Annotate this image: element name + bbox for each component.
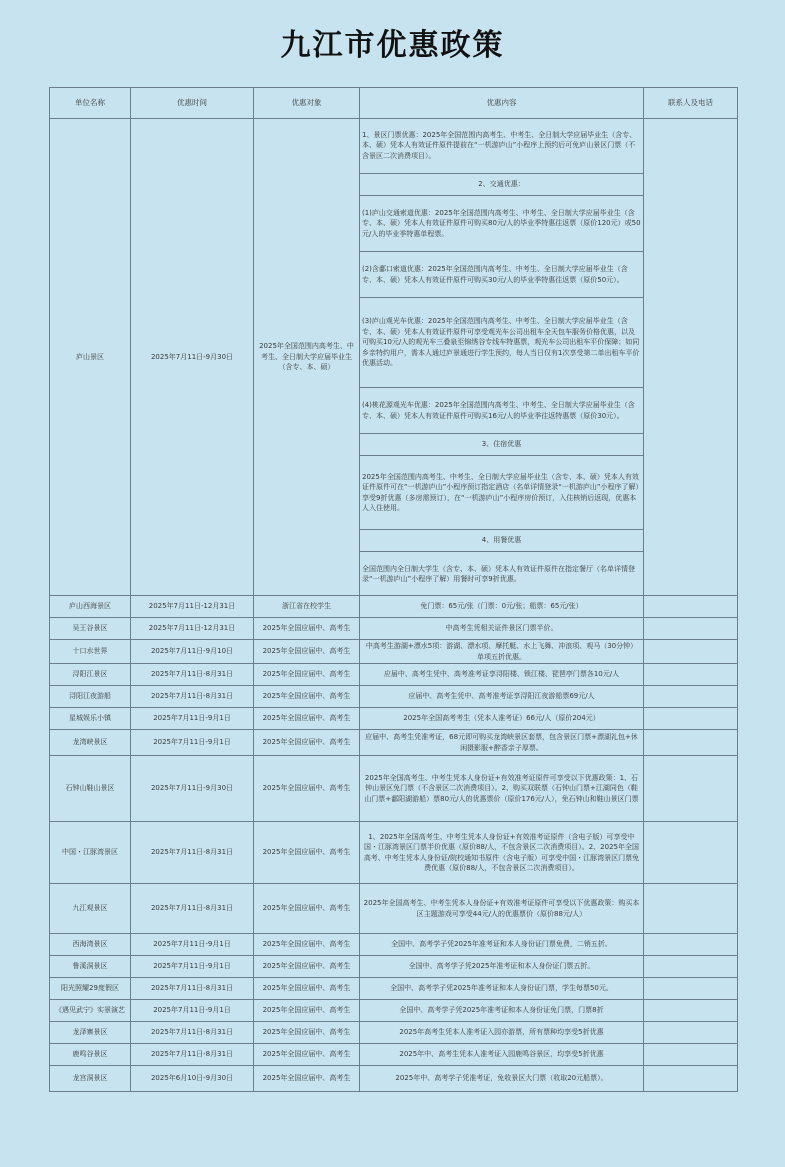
contact-cell (644, 956, 738, 978)
header-row (50, 88, 738, 119)
target-cell: 2025年全国应届中、高考生 (254, 1000, 360, 1022)
content-cell: 2025年全国高考考生（凭本人准考证）66元/人（原价204元） (360, 708, 644, 730)
content-cell: 2025年中、高考生凭本人准考证入园鹿鸣谷景区，均享受5折优惠 (360, 1044, 644, 1066)
target-cell: 2025年全国应届中、高考生 (254, 756, 360, 822)
table-row (50, 640, 738, 664)
table-row (50, 686, 738, 708)
target-cell: 浙江省在校学生 (254, 596, 360, 618)
content-cell: 全国中、高考学子凭2025年准考证和本人身份证门票五折。 (360, 956, 644, 978)
time-cell: 2025年7月11日-8月31日 (131, 1022, 254, 1044)
table-row (50, 664, 738, 686)
contact-cell (644, 708, 738, 730)
time-cell: 2025年7月11日-12月31日 (131, 596, 254, 618)
time-cell: 2025年7月11日-9月30日 (131, 119, 254, 596)
time-cell: 2025年7月11日-9月1日 (131, 730, 254, 756)
content-cell: 中高考生游湖+漂水5项：游湖、漂水项、摩托艇、水上飞舞、冲浪项、观马（30分钟）单项五折优惠。 (360, 640, 644, 664)
contact-cell (644, 640, 738, 664)
unit-cell: 星城娱乐小镇 (50, 708, 131, 730)
content-cell: 应届中、高考生凭准考证，68元即可购买龙湾峡景区套票，包含景区门票+漂湖礼包+休闲摄影服+醉香亲子厚票。 (360, 730, 644, 756)
contact-cell (644, 978, 738, 1000)
contact-cell (644, 756, 738, 822)
table-row (50, 884, 738, 934)
contact-cell (644, 1066, 738, 1092)
target-cell: 2025年全国应届中、高考生 (254, 884, 360, 934)
unit-cell: 庐山景区 (50, 119, 131, 596)
contact-cell (644, 884, 738, 934)
table-row (50, 1044, 738, 1066)
table-row (50, 730, 738, 756)
header-unit: 单位名称 (50, 88, 131, 119)
time-cell: 2025年7月11日-9月1日 (131, 708, 254, 730)
table-row (50, 978, 738, 1000)
unit-cell: 九江观景区 (50, 884, 131, 934)
unit-cell: 鹿鸣谷景区 (50, 1044, 131, 1066)
target-cell: 2025年全国应届中、高考生 (254, 664, 360, 686)
target-cell: 2025年全国应届中、高考生 (254, 934, 360, 956)
target-cell: 2025年全国范围内高考生、中考生、全日制大学应届毕业生（含专、本、硕） (254, 119, 360, 596)
target-cell: 2025年全国应届中、高考生 (254, 1022, 360, 1044)
unit-cell: 十口水世界 (50, 640, 131, 664)
target-cell: 2025年全国应届中、高考生 (254, 956, 360, 978)
contact-cell (644, 730, 738, 756)
target-cell: 2025年全国应届中、高考生 (254, 730, 360, 756)
time-cell: 2025年7月11日-8月31日 (131, 664, 254, 686)
lushan-part: (4)桃花源观光车优惠：2025年全国范围内高考生、中考生、全日制大学应届毕业生（含专、本、硕）凭本人有效证件原件可购买16元/人的毕业季往返特惠票（原价30元）。 (362, 401, 635, 420)
contact-cell (644, 1044, 738, 1066)
target-cell: 2025年全国应届中、高考生 (254, 708, 360, 730)
lushan-content (360, 119, 644, 596)
unit-cell: 浔阳江景区 (50, 664, 131, 686)
content-cell: 应届中、高考生凭中、高考准考证享浔阳楼、锁江楼、琵琶亭门票各10元/人 (360, 664, 644, 686)
table-row (50, 822, 738, 884)
unit-cell: 龙泽寨景区 (50, 1022, 131, 1044)
table-row (50, 956, 738, 978)
target-cell: 2025年全国应届中、高考生 (254, 978, 360, 1000)
time-cell: 2025年7月11日-9月1日 (131, 934, 254, 956)
target-cell: 2025年全国应届中、高考生 (254, 640, 360, 664)
lushan-part: 全国范围内全日制大学生（含专、本、硕）凭本人有效证件原件在指定餐厅（名单详情登录“一机游庐山”小程序了解）用餐时可享9折优惠。 (362, 564, 635, 583)
table-row (50, 1022, 738, 1044)
content-cell: 应届中、高考生凭中、高考准考证享浔阳江夜游船票69元/人 (360, 686, 644, 708)
lushan-part: (2)含鄱口索道优惠：2025年全国范围内高考生、中考生、全日制大学应届毕业生（含专、本、硕）凭本人有效证件原件可购买30元/人的毕业季特惠往返票（原价50元）。 (362, 265, 628, 284)
time-cell: 2025年7月11日-9月30日 (131, 756, 254, 822)
time-cell: 2025年7月11日-8月31日 (131, 884, 254, 934)
target-cell: 2025年全国应届中、高考生 (254, 1066, 360, 1092)
time-cell: 2025年7月11日-12月31日 (131, 618, 254, 640)
contact-cell (644, 119, 738, 596)
unit-cell: 石钟山鞋山景区 (50, 756, 131, 822)
contact-cell (644, 596, 738, 618)
header-target: 优惠对象 (254, 88, 360, 119)
content-cell: 免门票：65元/张（门票：0元/张；船票：65元/张） (360, 596, 644, 618)
contact-cell (644, 618, 738, 640)
time-cell: 2025年7月11日-8月31日 (131, 822, 254, 884)
lushan-part-heading: 2、交通优惠： (478, 180, 525, 189)
lushan-part: (1)庐山交通索道优惠：2025年全国范围内高考生、中考生、全日制大学应届毕业生（含专、本、硕）凭本人有效证件原件可购买80元/人的毕业季特惠往返票（原价120元）或50元/人的毕业季特惠单程票。 (362, 208, 641, 238)
unit-cell: 浔阳江夜游船 (50, 686, 131, 708)
unit-cell: 龙湾峡景区 (50, 730, 131, 756)
target-cell: 2025年全国应届中、高考生 (254, 686, 360, 708)
content-cell: 2025年全国高考生、中考生凭本人身份证+有效准考证原件可享受以下优惠政策：购买本区主题游戏可享受44元/人的优惠票价（原价88元/人） (360, 884, 644, 934)
contact-cell (644, 822, 738, 884)
unit-cell: 鲁溪洞景区 (50, 956, 131, 978)
lushan-part-heading: 4、用餐优惠 (481, 536, 522, 545)
time-cell: 2025年7月11日-9月1日 (131, 1000, 254, 1022)
header-time: 优惠时间 (131, 88, 254, 119)
contact-cell (644, 686, 738, 708)
unit-cell: 阳光照耀29度假区 (50, 978, 131, 1000)
table-row (50, 934, 738, 956)
policy-table (49, 87, 738, 1092)
time-cell: 2025年7月11日-8月31日 (131, 978, 254, 1000)
header-content: 优惠内容 (360, 88, 644, 119)
header-contact: 联系人及电话 (644, 88, 738, 119)
page-title: 九江市优惠政策 (280, 28, 505, 63)
lushan-part-heading: 3、住宿优惠 (481, 440, 522, 449)
unit-cell: 西海湾景区 (50, 934, 131, 956)
content-cell: 2025年全国高考生、中考生凭本人身份证+有效准考证原件可享受以下优惠政策：1、石钟山景区免门票（不含景区二次消费项目）。2、购买双联票（石钟山门票+江湖同色（鞋山门票+鄱阳湖游船）票80元/人的优惠票价（原价176元/人），免石钟山和鞋山景区门票 (360, 756, 644, 822)
table-row (50, 1066, 738, 1092)
table-row (50, 596, 738, 618)
time-cell: 2025年7月11日-8月31日 (131, 686, 254, 708)
content-cell: 1、2025年全国高考生、中考生凭本人身份证+有效准考证原件（含电子版）可享受中国・江豚湾景区门票半价优惠（原价88/人，不包含景区二次消费项目）。2、2025年全国高考、中考生凭本人身份证/院校通知书原件（含电子版）可享受中国・江豚湾景区门票免费优惠（原价88/人，不包含景区二次消费项目）。 (360, 822, 644, 884)
time-cell: 2025年7月11日-9月1日 (131, 956, 254, 978)
content-cell: 全国中、高考学子凭2025年准考证和本人身份证门票免费，二销五折。 (360, 934, 644, 956)
table-row (50, 618, 738, 640)
unit-cell: 吴王谷景区 (50, 618, 131, 640)
content-cell: 全国中、高考学子凭2025年准考证和本人身份证免门票，门票8折 (360, 1000, 644, 1022)
unit-cell: 庐山西海景区 (50, 596, 131, 618)
table-row-lushan (50, 119, 738, 596)
unit-cell: 中国・江豚湾景区 (50, 822, 131, 884)
target-cell: 2025年全国应届中、高考生 (254, 618, 360, 640)
time-cell: 2025年6月10日-9月30日 (131, 1066, 254, 1092)
table-row (50, 756, 738, 822)
content-cell: 中高考生凭相关证件景区门票半价。 (360, 618, 644, 640)
time-cell: 2025年7月11日-9月10日 (131, 640, 254, 664)
contact-cell (644, 1000, 738, 1022)
contact-cell (644, 664, 738, 686)
table-row (50, 1000, 738, 1022)
lushan-part: 1、景区门票优惠：2025年全国范围内高考生、中考生、全日制大学应届毕业生（含专、本、硕）凭本人有效证件原件提前在“一机游庐山”小程序上预约后可免庐山景区门票（不含景区二次消费项目）。 (362, 130, 637, 160)
time-cell: 2025年7月11日-8月31日 (131, 1044, 254, 1066)
table-row (50, 708, 738, 730)
content-cell: 2025年中、高考学子凭准考证，免收景区大门票（收取20元船票）。 (360, 1066, 644, 1092)
lushan-part: 2025年全国范围内高考生、中考生、全日制大学应届毕业生（含专、本、硕）凭本人有效证件原件可在“一机游庐山”小程序预订指定酒店（名单详情登录“一机游庐山”小程序了解）享受9折优惠（多房需预订），在“一机游庐山”小程序房价预订，入住核销后返现，优惠本人入住使用。 (362, 472, 640, 512)
lushan-part: (3)庐山观光车优惠：2025年全国范围内高考生、中考生、全日制大学应届毕业生（含专、本、硕）凭本人有效证件原件可享受观光车公司出租车全天包车服务价格优惠，以及可购买10元/人的观光车三叠泉至锦绣谷专线车特惠票，观光车公司出租车平价保障；如同乡亲特约用户，需本人通过庐景通进行学生预约，每人当日仅有1次享受第二单出租车平价优惠活动。 (362, 317, 640, 368)
content-cell: 全国中、高考学子凭2025年准考证和本人身份证门票，学生每票50元。 (360, 978, 644, 1000)
target-cell: 2025年全国应届中、高考生 (254, 822, 360, 884)
content-cell (360, 119, 644, 596)
content-cell: 2025年高考生凭本人准考证入园亦游票，所有票种均享受5折优惠 (360, 1022, 644, 1044)
unit-cell: 《遇见武宁》实景演艺 (50, 1000, 131, 1022)
contact-cell (644, 934, 738, 956)
unit-cell: 龙宫洞景区 (50, 1066, 131, 1092)
contact-cell (644, 1022, 738, 1044)
target-cell: 2025年全国应届中、高考生 (254, 1044, 360, 1066)
